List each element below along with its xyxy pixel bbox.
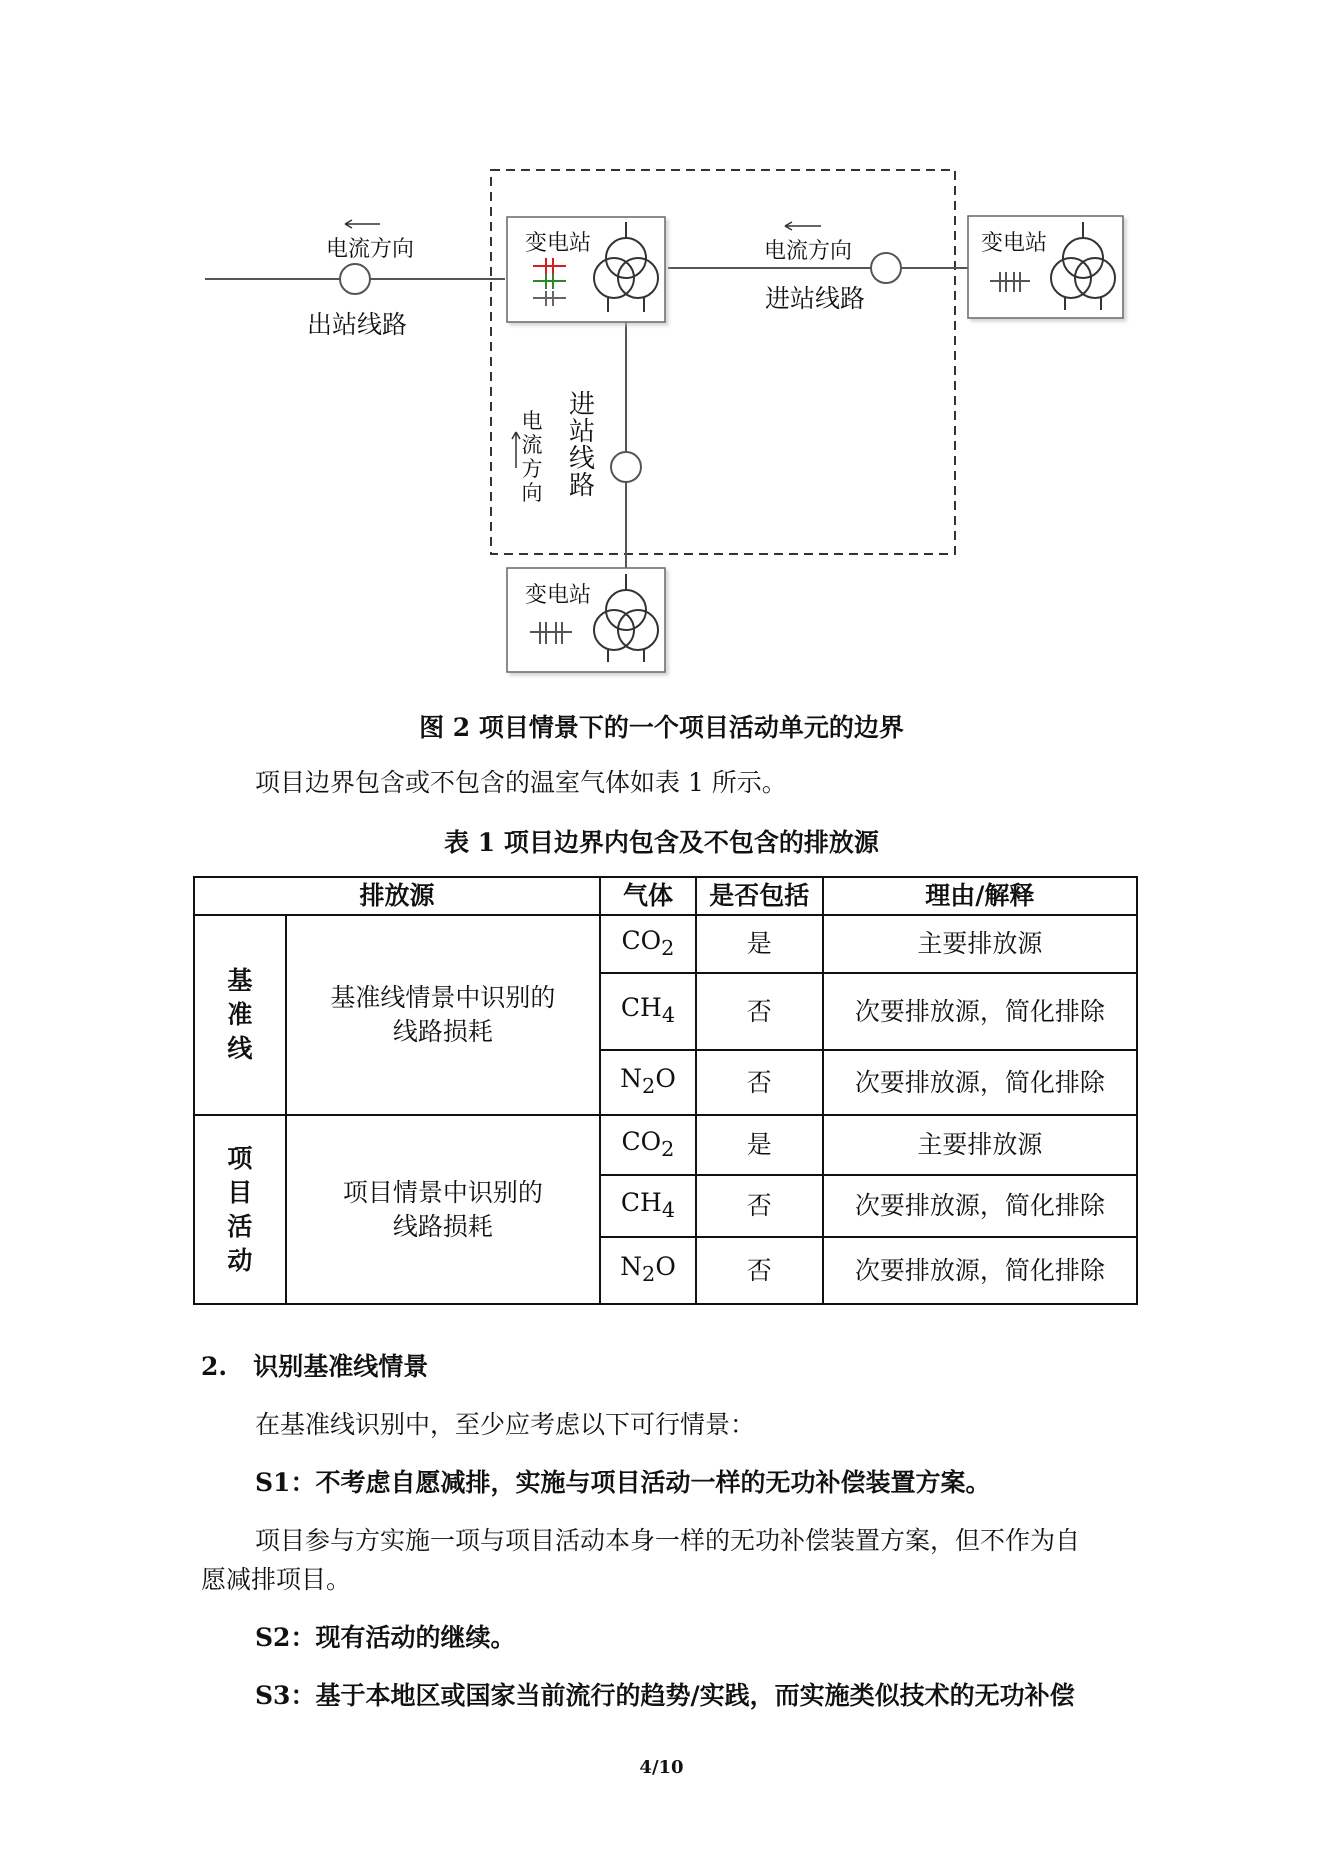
header-reason: 理由/解释 (823, 877, 1137, 915)
included-cell: 否 (696, 1050, 823, 1115)
included-cell: 是 (696, 915, 823, 973)
section-number: 2. (201, 1352, 228, 1381)
included-cell: 是 (696, 1115, 823, 1175)
header-included: 是否包括 (696, 877, 823, 915)
figure-caption: 图 2 项目情景下的一个项目活动单元的边界 (419, 713, 904, 742)
header-gas: 气体 (600, 877, 696, 915)
included-cell: 否 (696, 1175, 823, 1237)
outgoing-line-label: 出站线路 (306, 310, 408, 339)
current-direction-label-left: 电流方向 (325, 237, 415, 262)
s3-heading: S3：基于本地区或国家当前流行的趋势/实践，而实施类似技术的无功补偿 (255, 1681, 1075, 1710)
vertical-char: 电 (521, 409, 543, 433)
included-cell: 否 (696, 1237, 823, 1304)
boundary-diagram (0, 0, 1323, 700)
table-row (194, 915, 1137, 973)
current-direction-label-right: 电流方向 (763, 239, 853, 264)
table-header-row (194, 877, 1137, 915)
page-number: 4/10 (639, 1757, 684, 1778)
scenario-baseline: 基 准 线 (194, 915, 286, 1115)
reason-cell: 次要排放源，简化排除 (823, 1050, 1137, 1115)
substation-bottom (507, 568, 665, 672)
substation-right-label: 变电站 (980, 231, 1048, 256)
source-project: 项目情景中识别的 线路损耗 (286, 1115, 600, 1304)
meter-incoming-bottom (611, 452, 641, 482)
meter-incoming-right (871, 253, 901, 283)
emission-sources-table (193, 876, 1138, 1305)
table-caption: 表 1 项目边界内包含及不包含的排放源 (444, 828, 879, 857)
gas-cell: $CO_2$ (600, 915, 696, 973)
section-intro: 在基准线识别中，至少应考虑以下可行情景： (255, 1410, 756, 1439)
vertical-char: 进 (568, 390, 596, 420)
arrow-up-icon (512, 432, 520, 468)
section-title: 识别基准线情景 (253, 1352, 429, 1381)
substation-bottom-label: 变电站 (524, 583, 592, 608)
gas-cell: $CH_4$ (600, 973, 696, 1050)
gas-cell: $N_2O$ (600, 1237, 696, 1304)
reason-cell: 次要排放源，简化排除 (823, 1175, 1137, 1237)
included-cell: 否 (696, 973, 823, 1050)
intro-text: 项目边界包含或不包含的温室气体如表 1 所示。 (255, 768, 787, 797)
vertical-char: 路 (568, 471, 596, 501)
incoming-line-label-vertical (569, 390, 595, 501)
arrow-left-icon (345, 220, 380, 228)
gas-cell: $CH_4$ (600, 1175, 696, 1237)
vertical-char: 方 (521, 457, 543, 481)
table-row (194, 1115, 1137, 1175)
gas-cell: $N_2O$ (600, 1050, 696, 1115)
arrow-left-icon (785, 222, 821, 230)
source-baseline: 基准线情景中识别的 线路损耗 (286, 915, 600, 1115)
substation-right (968, 216, 1123, 318)
meter-outgoing (340, 264, 370, 294)
vertical-char: 向 (521, 481, 543, 505)
substation-center-label: 变电站 (524, 231, 592, 256)
section-heading (201, 1348, 428, 1386)
s1-body-line1: 项目参与方实施一项与项目活动本身一样的无功补偿装置方案，但不作为自 (255, 1526, 1081, 1555)
incoming-line-label-right: 进站线路 (764, 284, 866, 313)
s1-body-line2: 愿减排项目。 (201, 1565, 352, 1594)
reason-cell: 次要排放源，简化排除 (823, 1237, 1137, 1304)
s2-heading: S2：现有活动的继续。 (255, 1623, 516, 1652)
reason-cell: 次要排放源，简化排除 (823, 973, 1137, 1050)
vertical-char: 站 (568, 417, 596, 447)
reason-cell: 主要排放源 (823, 915, 1137, 973)
substation-center (507, 217, 665, 322)
vertical-char: 线 (568, 444, 596, 474)
gas-cell: $CO_2$ (600, 1115, 696, 1175)
reason-cell: 主要排放源 (823, 1115, 1137, 1175)
header-source: 排放源 (194, 877, 600, 915)
vertical-char: 流 (521, 433, 543, 457)
s1-heading: S1：不考虑自愿减排，实施与项目活动一样的无功补偿装置方案。 (255, 1468, 991, 1497)
current-direction-label-vertical (522, 409, 543, 505)
scenario-project: 项 目 活 动 (194, 1115, 286, 1304)
